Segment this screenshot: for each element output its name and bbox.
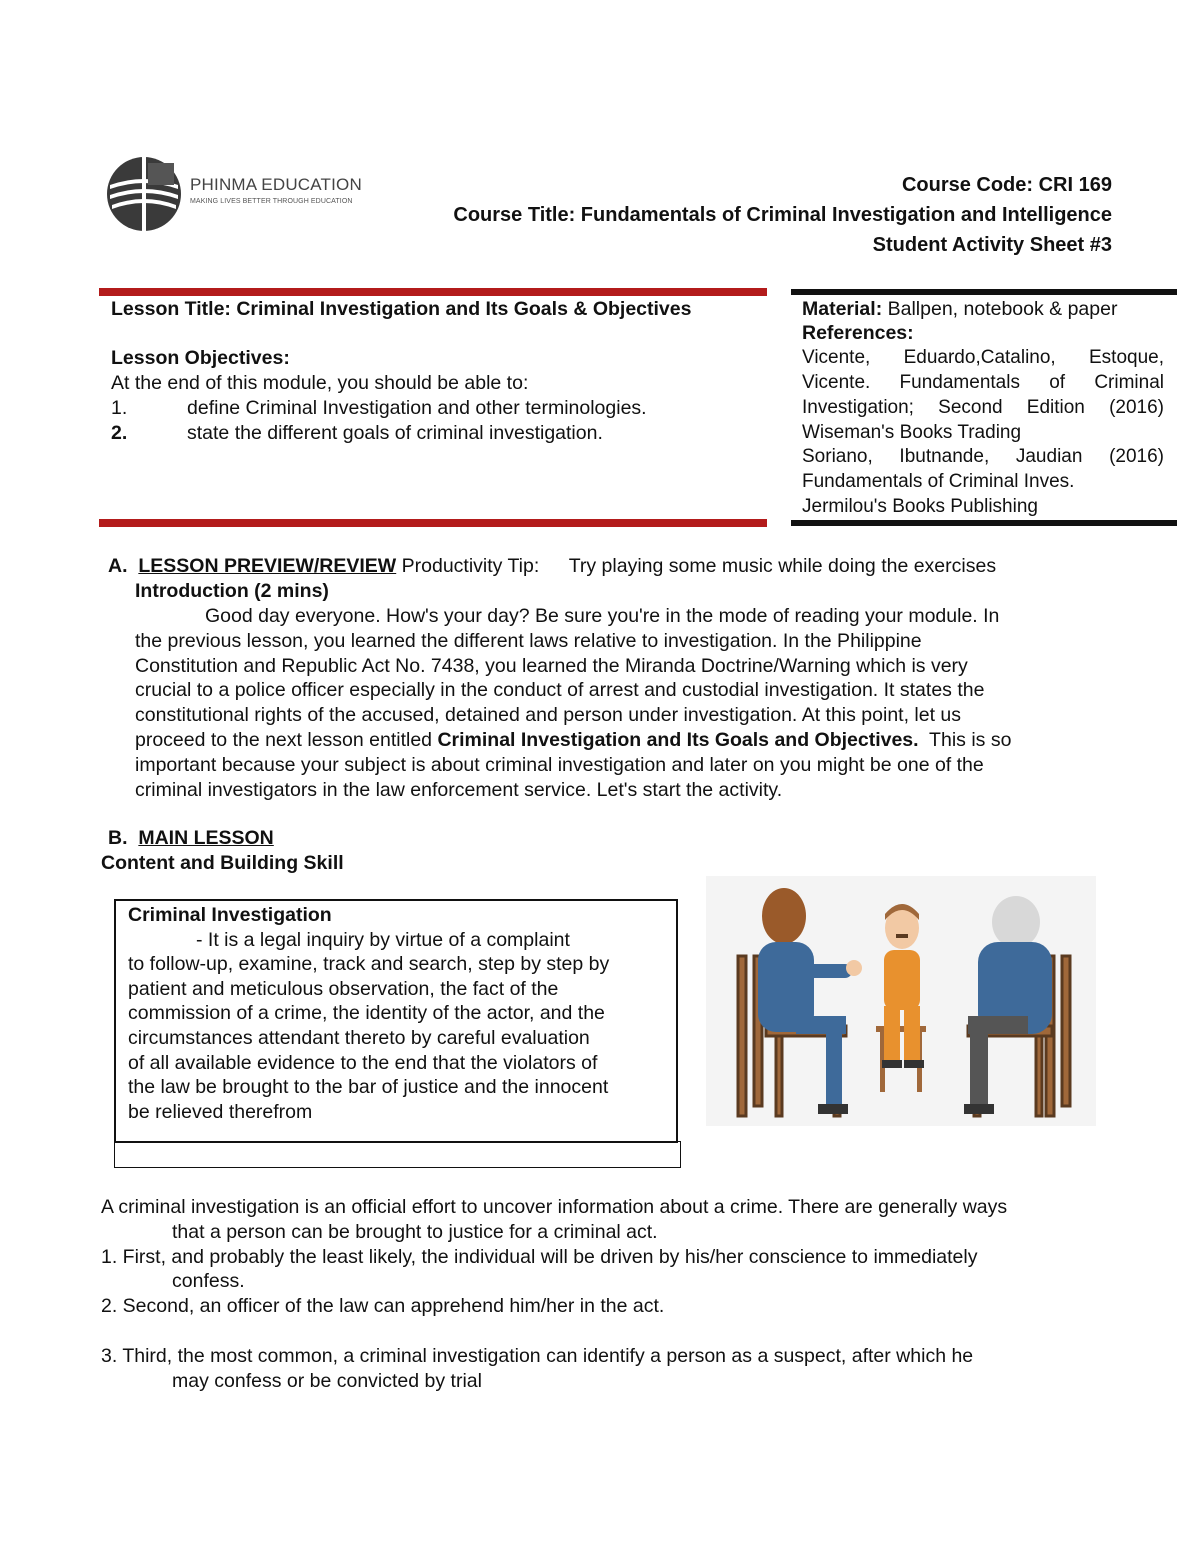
paragraph-line <box>135 728 1115 753</box>
body-text <box>101 1195 1111 1393</box>
definition-line: patient and meticulous observation, the fact of the <box>128 977 559 1000</box>
section-b-heading-line <box>108 827 274 850</box>
definition-line: the law be brought to the bar of justice and the innocent <box>128 1076 609 1099</box>
paragraph-line: crucial to a police officer especially in the conduct of arrest and custodial investigation. It states the <box>135 679 985 702</box>
objectives-intro: At the end of this module, you should be able to: <box>111 372 529 394</box>
section-a-heading-line <box>108 555 996 578</box>
course-title: Course Title: Fundamentals of Criminal Investigation and Intelligence <box>453 204 1112 226</box>
reference-line: Fundamentals of Criminal Inves. <box>802 471 1075 492</box>
objectives-label: Lesson Objectives: <box>111 347 290 369</box>
materials-top-rule <box>791 289 1177 295</box>
logo <box>104 155 364 233</box>
lesson-title-value: Criminal Investigation and Its Goals & Objectives <box>236 298 692 320</box>
introduction-paragraph <box>135 604 1115 802</box>
section-b-subheading: Content and Building Skill <box>101 852 344 874</box>
material-value: Ballpen, notebook & paper <box>887 298 1118 320</box>
paragraph-text: This is so <box>918 728 1012 751</box>
lesson-title-emphasis: Criminal Investigation and Its Goals and Objectives. <box>437 728 919 751</box>
body-line: 3. Third, the most common, a criminal investigation can identify a person as a suspect, after which he <box>101 1344 974 1367</box>
objective-number: 1. <box>111 397 128 419</box>
objective-item <box>111 397 647 420</box>
paragraph-line: important because your subject is about criminal investigation and later on you might be one of the <box>135 753 984 776</box>
definition-line: be relieved therefrom <box>128 1100 313 1123</box>
paragraph-line: Good day everyone. How's your day? Be sure you're in the mode of reading your module. In <box>205 605 1000 627</box>
references-label: References: <box>802 322 914 344</box>
interrogation-scene-icon <box>706 876 1096 1126</box>
lesson-title <box>111 298 691 321</box>
objective-text: state the different goals of criminal investigation. <box>187 422 603 444</box>
definition-line: to follow-up, examine, track and search, step by step by <box>128 953 610 976</box>
paragraph-line: constitutional rights of the accused, detained and person under investigation. At this point, let us <box>135 704 962 727</box>
logo-brand: PHINMA EDUCATION <box>190 175 362 194</box>
definition-term: Criminal Investigation <box>128 904 332 926</box>
objective-item <box>111 422 603 445</box>
sheet-title: Student Activity Sheet #3 <box>872 234 1112 256</box>
body-line: that a person can be brought to justice for a criminal act. <box>172 1220 658 1243</box>
paragraph-text: proceed to the next lesson entitled <box>135 728 438 751</box>
lesson-top-rule <box>99 288 767 296</box>
paragraph-line: the previous lesson, you learned the different laws relative to investigation. In the Philippine <box>135 629 922 652</box>
section-a-letter: A. <box>108 555 128 577</box>
body-line: 2. Second, an officer of the law can apprehend him/her in the act. <box>101 1295 665 1318</box>
reference-line: Wiseman's Books Trading <box>802 422 1022 443</box>
body-line: A criminal investigation is an official effort to uncover information about a crime. There are generally ways <box>101 1196 1008 1218</box>
body-line: 1. First, and probably the least likely, the individual will be driven by his/her conscience to immediately <box>101 1245 978 1268</box>
lesson-bottom-rule <box>99 519 767 527</box>
definition-content <box>128 903 673 1124</box>
reference-line: Vicente, Eduardo,Catalino, Estoque, <box>802 347 1164 368</box>
definition-line: of all available evidence to the end that the violators of <box>128 1051 598 1074</box>
productivity-tip-label: Productivity Tip: <box>401 555 540 577</box>
body-line: may confess or be convicted by trial <box>172 1369 482 1392</box>
interrogation-illustration <box>706 876 1096 1126</box>
definition-line: commission of a crime, the identity of the actor, and the <box>128 1002 605 1025</box>
body-line: confess. <box>172 1270 245 1293</box>
productivity-tip: Try playing some music while doing the exercises <box>568 555 997 577</box>
material-label: Material: <box>802 298 883 320</box>
introduction-label: Introduction (2 mins) <box>135 580 329 602</box>
objective-text: define Criminal Investigation and other terminologies. <box>187 397 647 419</box>
materials-bottom-rule <box>791 520 1177 526</box>
definition-line: - It is a legal inquiry by virtue of a complaint <box>196 928 570 951</box>
course-code: Course Code: CRI 169 <box>901 174 1112 196</box>
reference-line: Investigation; Second Edition (2016) <box>802 397 1164 418</box>
section-b-heading: MAIN LESSON <box>138 827 274 849</box>
section-b-letter: B. <box>108 827 128 849</box>
definition-line: circumstances attendant thereto by careful evaluation <box>128 1026 590 1049</box>
reference-line: Soriano, Ibutnande, Jaudian (2016) <box>802 446 1164 467</box>
definition-box-underbar <box>114 1141 681 1168</box>
logo-tagline: MAKING LIVES BETTER THROUGH EDUCATION <box>190 198 353 205</box>
lesson-title-label: Lesson Title: <box>111 298 231 320</box>
material-line <box>802 298 1117 321</box>
phinma-logo-icon <box>104 155 184 233</box>
reference-line: Vicente. Fundamentals of Criminal <box>802 372 1164 393</box>
paragraph-line: criminal investigators in the law enforcement service. Let's start the activity. <box>135 778 783 801</box>
section-a-heading: LESSON PREVIEW/REVIEW <box>138 555 397 577</box>
reference-line: Jermilou's Books Publishing <box>802 496 1038 517</box>
paragraph-line: Constitution and Republic Act No. 7438, you learned the Miranda Doctrine/Warning which is very <box>135 654 968 677</box>
objective-number: 2. <box>111 422 128 444</box>
